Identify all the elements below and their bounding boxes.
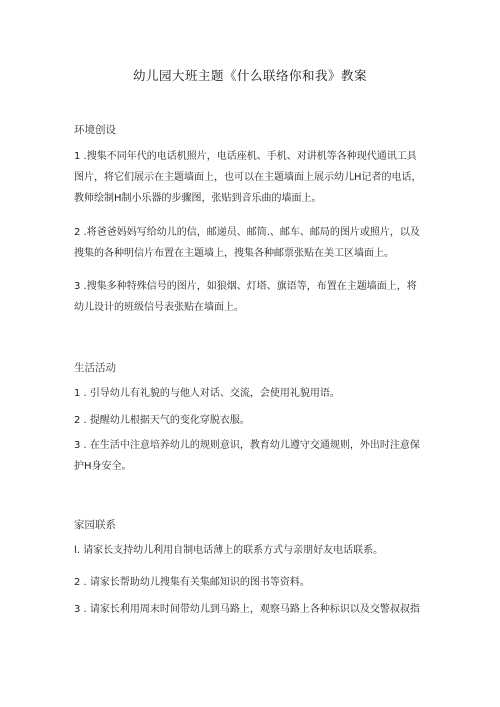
text-line: 搜集的各种明信片布置在主题墙上，搜集各种邮票张贴在美工区墙面上。	[74, 248, 394, 259]
text-line: l. 请家长支持幼儿利用自制电话薄上的联系方式与亲朋好友电话联系。	[74, 545, 384, 556]
paragraph-environment-1	[74, 146, 430, 209]
text-line: 2 . 提醒幼儿根据天气的变化穿脱衣服。	[74, 415, 250, 426]
text-line: 幼儿设计的班级信号表张贴在墙面上。	[74, 302, 244, 313]
paragraph-daily-2	[74, 410, 430, 431]
text-line: 3 . 在生活中注意培养幼儿的规则意识，教育幼儿遵守交通规则，外出时注意保	[74, 440, 420, 451]
paragraph-home-3	[74, 599, 430, 620]
paragraph-daily-3	[74, 435, 430, 477]
text-line: 护H身安全。	[74, 461, 132, 472]
section-heading-environment: 环境创设	[74, 124, 116, 136]
text-line: 1 . 引导幼儿有礼貌的与他人对话、交流，会使用礼貌用语。	[74, 388, 340, 399]
text-line: 2 .将爸爸妈妈写给幼儿的信，邮递员、邮筒.、邮车、邮局的图片或照片，以及	[74, 227, 420, 238]
text-line: 3 . 请家长利用周末时间带幼儿到马路上，观察马路上各种标识以及交警叔叔指	[74, 604, 420, 615]
text-line: 2 . 请家长帮助幼儿搜集有关集邮知识的图书等资料。	[74, 577, 310, 588]
text-line: 3 .搜集多种特殊信号的图片，如狼烟、灯塔、旗语等，布置在主题墙面上，将	[74, 281, 417, 292]
paragraph-environment-2	[74, 222, 430, 264]
paragraph-daily-1	[74, 383, 430, 404]
paragraph-environment-3	[74, 276, 430, 318]
paragraph-home-1	[74, 540, 430, 561]
page-title: 幼儿园大班主题《什么联络你和我》教案	[132, 68, 367, 83]
text-line: 教师绘制H制小乐器的步骤图，张贴到音乐曲的墙面上。	[74, 193, 322, 204]
section-heading-home-school: 家园联系	[74, 519, 116, 531]
paragraph-home-2	[74, 572, 430, 593]
text-line: 1 .搜集不同年代的电话机照片，电话座机、手机、对讲机等各种现代通讯工具	[74, 151, 417, 162]
section-heading-daily-activities: 生活活动	[74, 362, 116, 374]
text-line: 图片，将它们展示在主题墙面上，也可以在主题墙面上展示幼儿H记者的电话，	[74, 172, 422, 183]
